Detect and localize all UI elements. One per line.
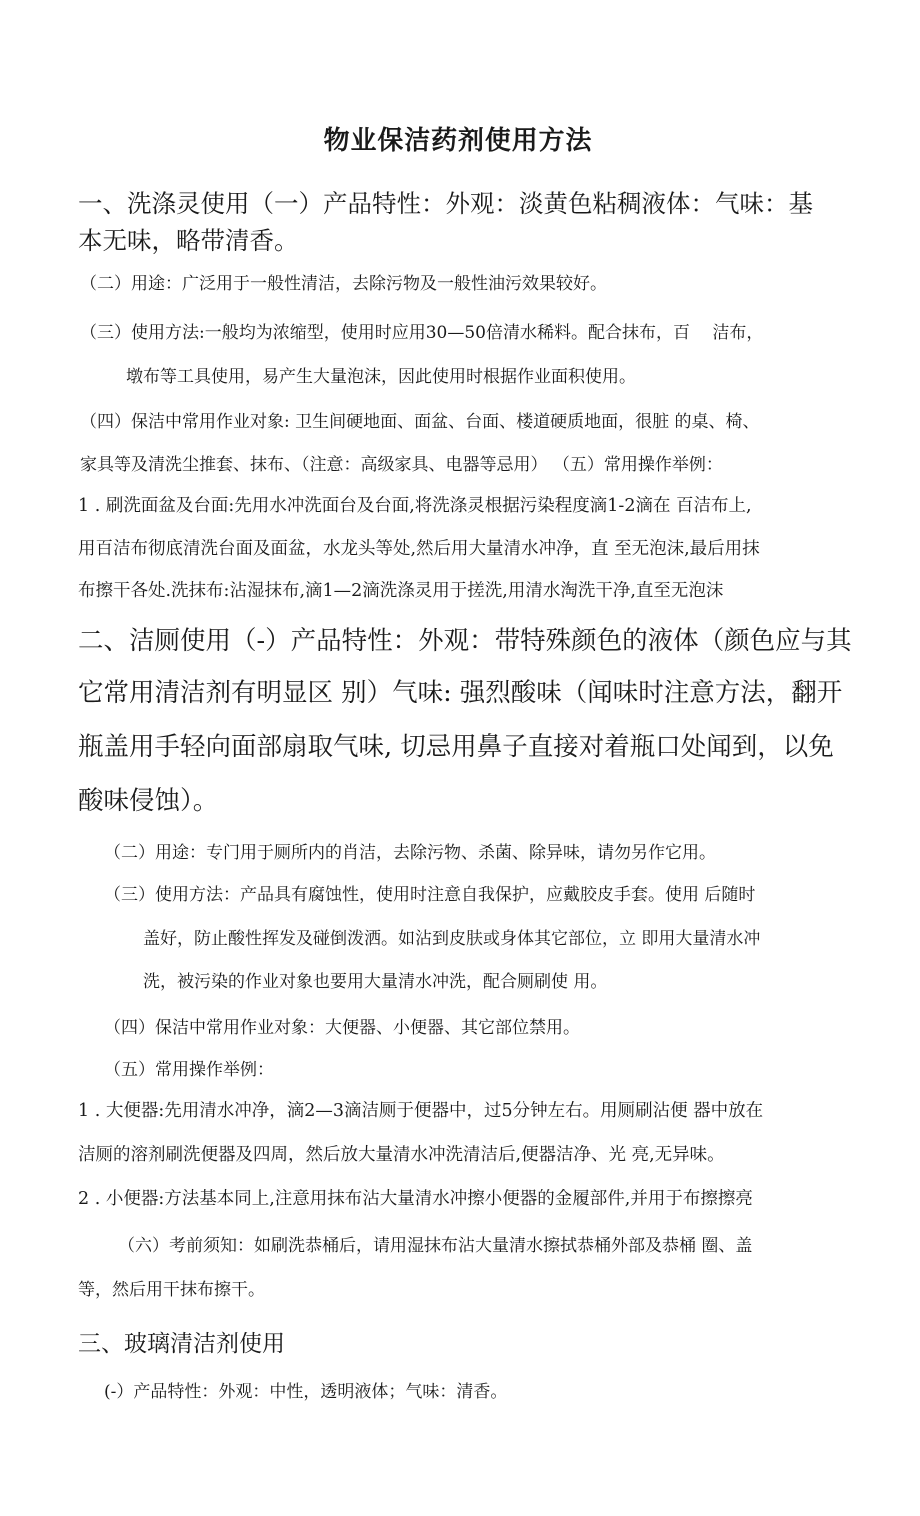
section2-item2: 2 . 小便器:方法基本同上,注意用抹布沾大量清水冲擦小便器的金履部件,并用于布擦擦亮 <box>78 1189 753 1209</box>
section1-example-line1: 1 . 刷洗面盆及台面:先用水冲洗面台及台面,将洗涤灵根据污染程度滴1-2滴在 百洁布上, <box>78 496 752 516</box>
section2-method-line1: （三）使用方法：产品具有腐蚀性，使用时注意自我保护，应戴胶皮手套。使用 后随时 <box>104 885 756 905</box>
section2-item1-line1: 1 . 大便器:先用清水冲净，滴2—3滴洁厕于便器中，过5分钟左右。用厕刷沾便 器中放在 <box>78 1101 764 1121</box>
section2-objects: （四）保洁中常用作业对象：大便器、小便器、其它部位禁用。 <box>104 1018 580 1038</box>
section2-notes-line2: 等，然后用干抹布擦干。 <box>78 1280 265 1300</box>
section1-objects-line2: 家具等及清洗尘推套、抹布、（注意：高级家具、电器等忌用） （五）常用操作举例： <box>80 455 723 475</box>
section2-heading-line3: 瓶盖用手轻向面部扇取气味, 切忌用鼻子直接对着瓶口处闻到，以免 <box>78 732 834 762</box>
section2-item1-line2: 洁厕的溶剂刷洗便器及四周，然后放大量清水冲洗清洁后,便器洁净、光 亮,无异味。 <box>78 1145 725 1165</box>
section2-method-line3: 洗，被污染的作业对象也要用大量清水冲洗，配合厕刷使 用。 <box>143 972 608 992</box>
section2-method-line2: 盖好，防止酸性挥发及碰倒泼洒。如沾到皮肤或身体其它部位，立 即用大量清水冲 <box>143 929 761 949</box>
section1-heading-line2: 本无味，略带清香。 <box>78 226 299 255</box>
section2-heading-line2: 它常用清洁剂有明显区 别）气味: 强烈酸味（闻味时注意方法，翻开 <box>78 678 843 708</box>
section3-properties: (-）产品特性：外观：中性，透明液体；气味：清香。 <box>104 1382 508 1402</box>
section2-notes-line1: （六）考前须知：如刷洗恭桶后，请用湿抹布沾大量清水擦拭恭桶外部及恭桶 圈、盖 <box>118 1236 753 1256</box>
section1-method-line1: （三）使用方法:一般均为浓缩型，使用时应用30—50倍清水稀料。配合抹布，百 洁布， <box>80 323 764 343</box>
section1-example-line2: 用百洁布彻底清洗台面及面盆，水龙头等处,然后用大量清水冲净，直 至无泡沫,最后用抹 <box>78 539 760 559</box>
section1-method-line2: 墩布等工具使用，易产生大量泡沫，因此使用时根据作业面积使用。 <box>126 367 636 387</box>
section2-examples-heading: （五）常用操作举例： <box>104 1060 274 1080</box>
section3-heading: 三、玻璃清洁剂使用 <box>78 1331 285 1357</box>
section2-heading-line4: 酸味侵蚀）。 <box>78 786 219 816</box>
section2-heading-line1: 二、洁厕使用（-）产品特性：外观：带特殊颜色的液体（颜色应与其 <box>78 626 852 656</box>
section1-heading-line1: 一、洗涤灵使用（一）产品特性：外观：淡黄色粘稠液体：气味：基 <box>78 189 813 218</box>
document-title: 物业保洁药剂使用方法 <box>323 126 593 156</box>
section1-example-line3: 布擦干各处.洗抹布:沾湿抹布,滴1—2滴洗涤灵用于搓洗,用清水淘洗干净,直至无泡沫 <box>78 581 724 601</box>
section1-objects-line1: （四）保洁中常用作业对象: 卫生间硬地面、面盆、台面、楼道硬质地面，很脏 的桌、椅、 <box>80 412 760 432</box>
section2-usage: （二）用途：专门用于厕所内的肖洁，去除污物、杀菌、除异味，请勿另作它用。 <box>104 843 716 863</box>
section1-usage: （二）用途：广泛用于一般性清洁，去除污物及一般性油污效果较好。 <box>80 274 607 294</box>
